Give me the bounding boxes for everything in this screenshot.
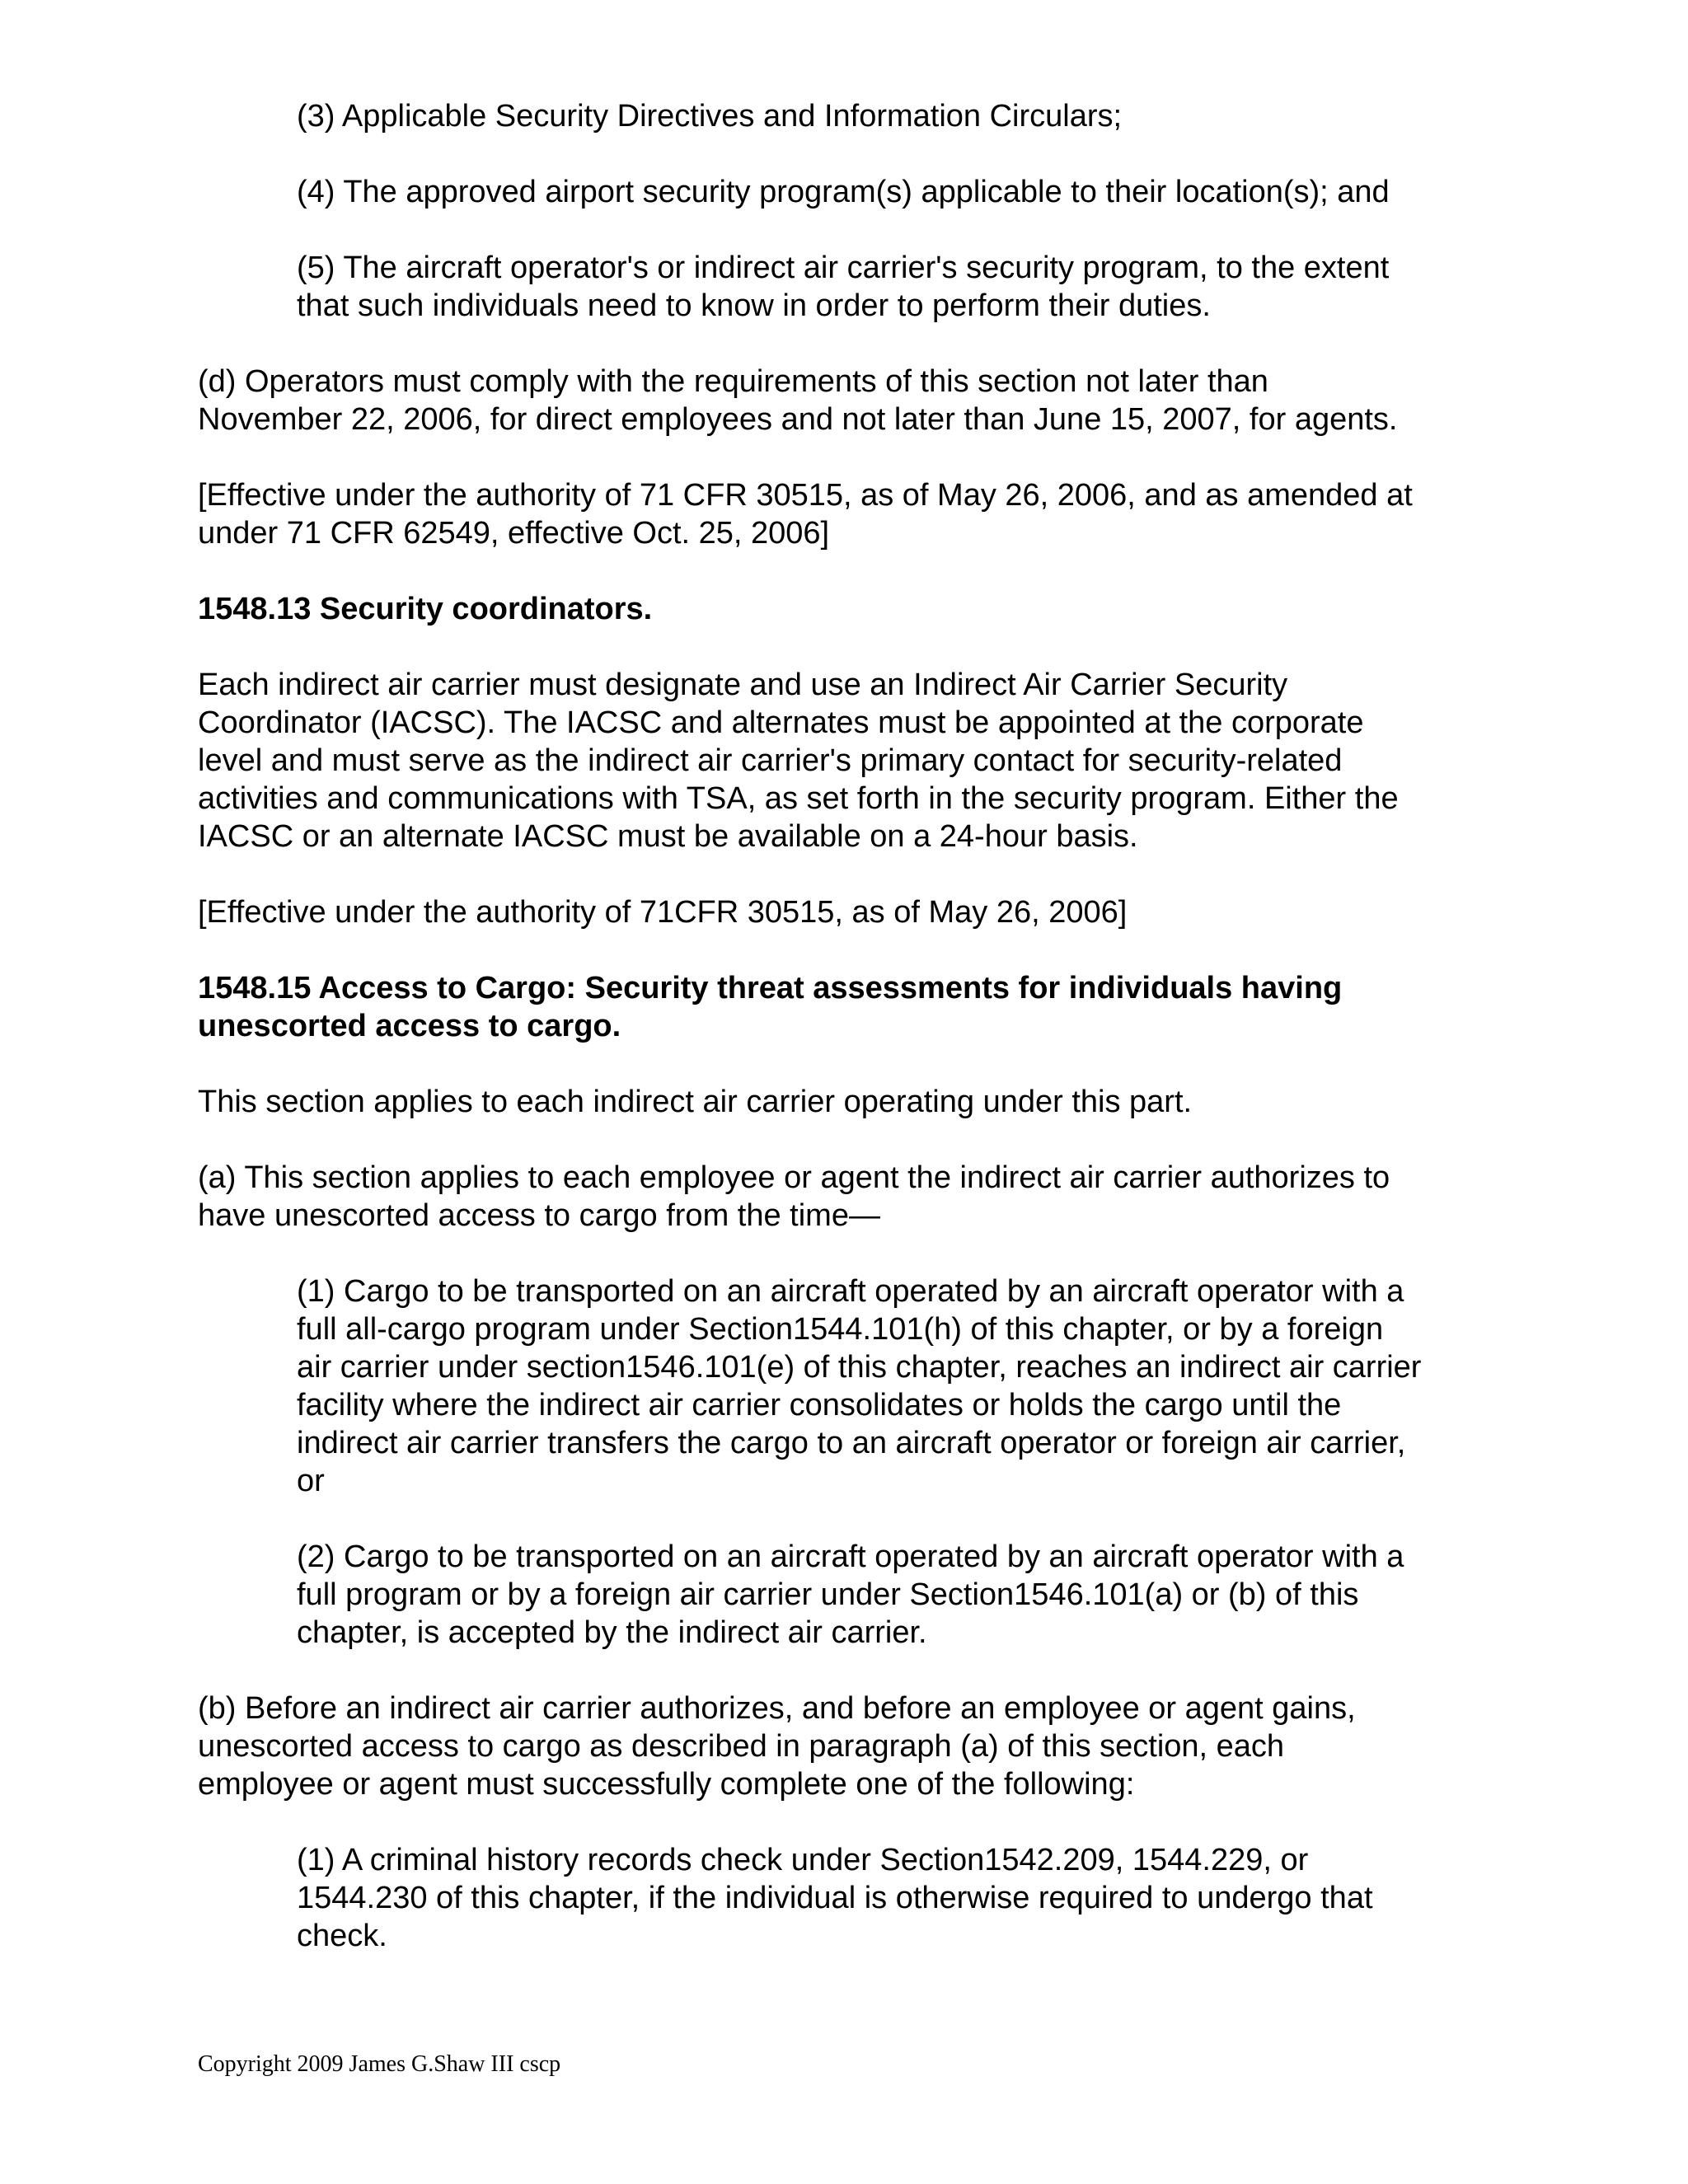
paragraph-a1-all-cargo-program: (1) Cargo to be transported on an aircraft operated by an aircraft operator with a full all-cargo program under Section1544.101(h) of this chapter, or by a foreign air carrier under section1546.101(e) of this chapter, reaches an indirect air carrier facility where the indirect air carrier consolidates or holds the cargo until the indirect air carrier transfers the cargo to an aircraft operator or foreign air carrier, or <box>297 1274 1422 1498</box>
paragraph-b1-criminal-history-check: (1) A criminal history records check under Section1542.209, 1544.229, or 1544.230 of this chapter, if the individual is otherwise required to undergo that check. <box>297 1843 1373 1953</box>
section-heading-1548-13: 1548.13 Security coordinators. <box>198 592 653 626</box>
paragraph-item-4-airport-security-program: (4) The approved airport security program(s) applicable to their location(s); and <box>297 175 1390 209</box>
paragraph-a2-full-program: (2) Cargo to be transported on an aircraft operated by an aircraft operator with a full program or by a foreign air carrier under Section1546.101(a) or (b) of this chapter, is accepted by the indirect air carrier. <box>297 1540 1404 1650</box>
paragraph-section-applicability: This section applies to each indirect air carrier operating under this part. <box>198 1085 1193 1119</box>
paragraph-item-3-security-directives: (3) Applicable Security Directives and Information Circulars; <box>297 99 1123 134</box>
paragraph-effective-authority-1: [Effective under the authority of 71 CFR 30515, as of May 26, 2006, and as amended at under 71 CFR 62549, effective Oct. 25, 2006] <box>198 478 1413 551</box>
paragraph-d-compliance-dates: (d) Operators must comply with the requirements of this section not later than November 22, 2006, for direct employees and not later than June 15, 2007, for agents. <box>198 364 1398 437</box>
section-heading-1548-15: 1548.15 Access to Cargo: Security threat assessments for individuals having unescorted access to cargo. <box>198 971 1343 1043</box>
paragraph-security-coordinators-body: Each indirect air carrier must designate and use an Indirect Air Carrier Security Coordinator (IACSC). The IACSC and alternates must be appointed at the corporate level and must serve as the indirect air carrier's primary contact for security-related activities and communications with TSA, as set forth in the security program. Either the IACSC or an alternate IACSC must be available on a 24-hour basis. <box>198 668 1399 854</box>
page-footer-copyright: Copyright 2009 James G.Shaw III cscp <box>198 2051 561 2077</box>
paragraph-item-5-security-program: (5) The aircraft operator's or indirect air carrier's security program, to the extent that such individuals need to know in order to perform their duties. <box>297 251 1390 323</box>
paragraph-a-unescorted-access: (a) This section applies to each employee or agent the indirect air carrier authorizes to have unescorted access to cargo from the time— <box>198 1160 1390 1233</box>
paragraph-b-before-authorization: (b) Before an indirect air carrier authorizes, and before an employee or agent gains, unescorted access to cargo as described in paragraph (a) of this section, each employee or agent must successfully complete one of the following: <box>198 1691 1356 1802</box>
paragraph-effective-authority-2: [Effective under the authority of 71CFR 30515, as of May 26, 2006] <box>198 895 1128 930</box>
